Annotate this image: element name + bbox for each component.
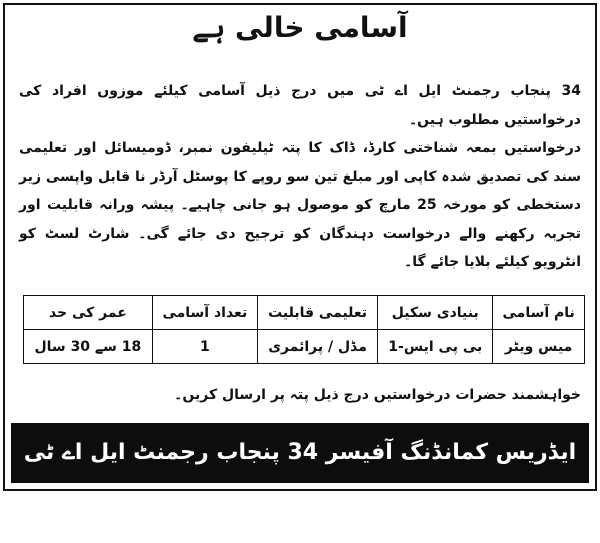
application-note: خواہشمند حضرات درخواستیں درج ذیل پتہ پر ارسال کریں۔ — [174, 387, 581, 403]
header-post-name: نام آسامی — [493, 296, 585, 330]
header-age-limit: عمر کی حد — [24, 296, 153, 330]
posts-table — [23, 295, 585, 364]
cell-qualification: مڈل / پرائمری — [257, 330, 377, 364]
cell-post-name: میس ویٹر — [493, 330, 585, 364]
ad-title: آسامی خالی ہے — [192, 11, 408, 44]
ad-paragraph-details: درخواستیں بمعہ شناختی کارڈ، ڈاک کا پتہ ٹیلیفون نمبر، ڈومیسائل اور تعلیمی سند کی تصدیق شدہ کاپی اور مبلغ تین سو روپے کا پوسٹل آرڈر نا قابل واپسی زیر دستخطی کو مورخہ 25 مارچ کو موصول ہو جانی چاہیے۔ پیشہ ورانہ قابلیت اور تجربہ رکھنے والے درخواست دہندگان کو ترجیح دی جائے گی۔ شارٹ لسٹ کو انٹرویو کیلئے بلایا جائے گا۔ — [19, 140, 582, 270]
ad-header — [15, 13, 585, 71]
header-qualification: تعلیمی قابلیت — [257, 296, 377, 330]
header-vacancies: تعداد آسامی — [152, 296, 257, 330]
ad-paragraph-intro: 34 پنجاب رجمنٹ ایل اے ٹی میں درج ذیل آسامی کیلئے موزوں افراد کی درخواستیں مطلوب ہیں۔ — [19, 83, 581, 128]
table-row — [24, 330, 585, 364]
header-basic-scale: بنیادی سکیل — [378, 296, 493, 330]
address-bar: ایڈریس کمانڈنگ آفیسر 34 پنجاب رجمنٹ ایل اے ٹی سیالکوٹ کینٹ — [11, 423, 589, 483]
table-header-row — [24, 296, 585, 330]
cell-age-limit: 18 سے 30 سال — [24, 330, 153, 364]
ad-body — [19, 77, 581, 277]
cell-vacancies: 1 — [152, 330, 257, 364]
cell-basic-scale: بی پی ایس-1 — [378, 330, 493, 364]
advertisement — [3, 3, 597, 525]
